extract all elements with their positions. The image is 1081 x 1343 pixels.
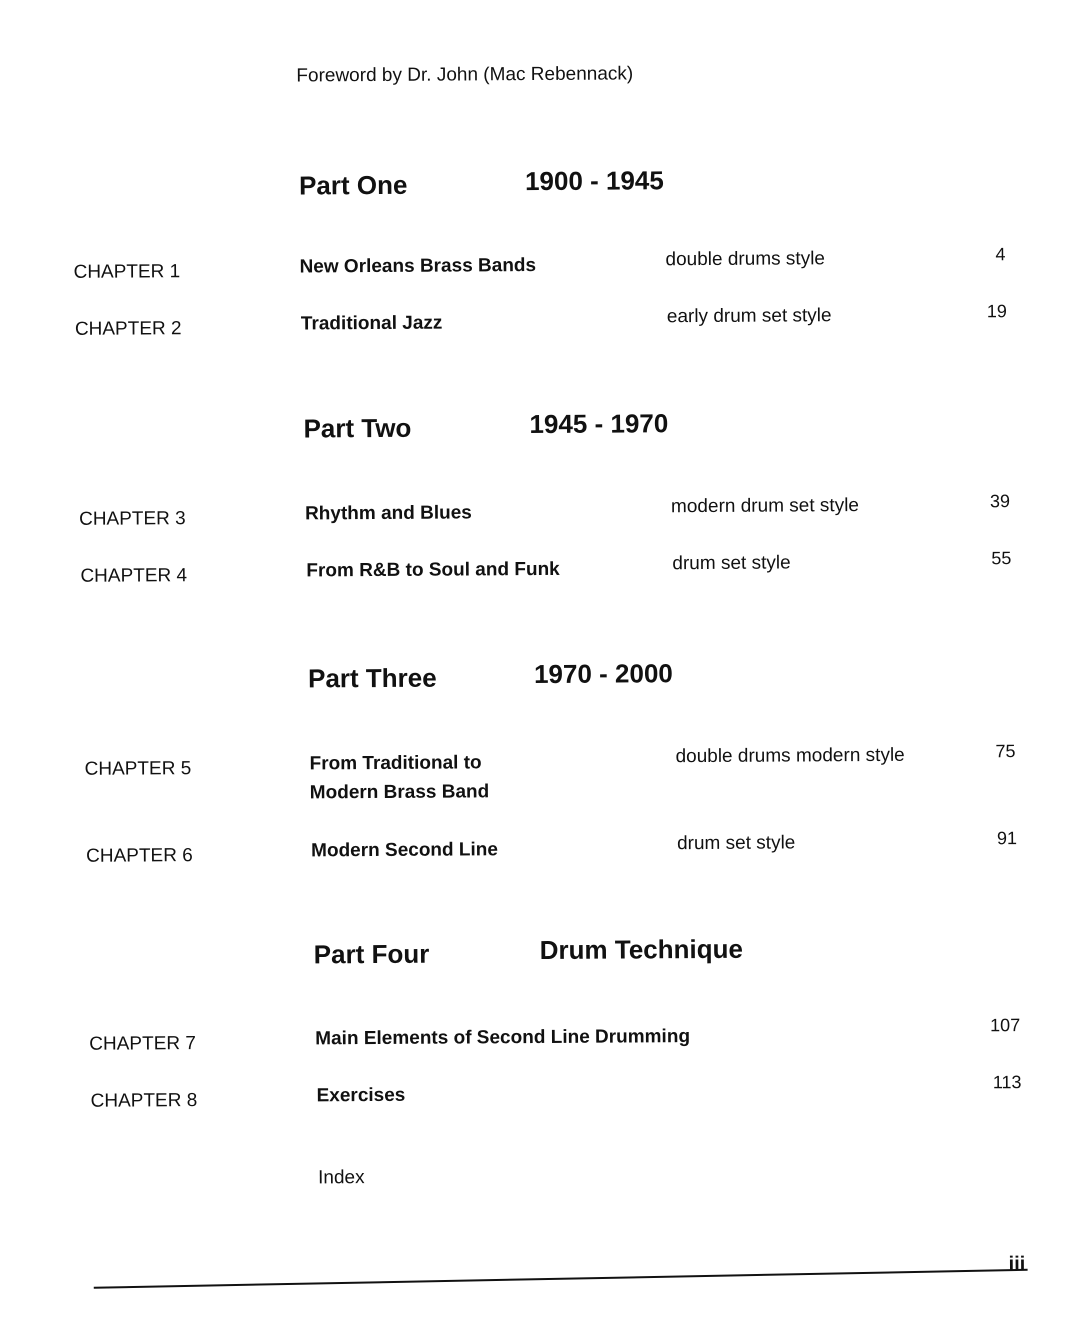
chapter-label: CHAPTER 4 xyxy=(80,565,188,587)
chapter-style: early drum set style xyxy=(666,305,832,328)
part-heading-one: Part One xyxy=(298,169,408,201)
footer-rule xyxy=(94,1269,1028,1289)
part-range-three: 1970 - 2000 xyxy=(533,658,673,690)
chapter-page-number: 39 xyxy=(989,491,1011,512)
chapter-title: Modern Second Line xyxy=(311,839,499,862)
part-heading-two: Part Two xyxy=(303,412,412,444)
chapter-label: CHAPTER 2 xyxy=(74,318,182,340)
chapter-page-number: 91 xyxy=(996,828,1018,849)
chapter-style: drum set style xyxy=(676,832,796,855)
chapter-style: double drums style xyxy=(665,248,826,271)
chapter-label: CHAPTER 3 xyxy=(79,508,186,530)
chapter-title: Exercises xyxy=(316,1084,406,1107)
chapter-title: Rhythm and Blues xyxy=(304,502,472,525)
chapter-title: New Orleans Brass Bands xyxy=(299,255,537,278)
chapter-page-number: 19 xyxy=(986,301,1007,322)
chapter-title: From Traditional to Modern Brass Band xyxy=(309,752,490,804)
chapter-title: Traditional Jazz xyxy=(300,312,443,335)
chapter-page-number: 113 xyxy=(992,1072,1022,1093)
chapter-label: CHAPTER 7 xyxy=(89,1033,196,1055)
chapter-style: modern drum set style xyxy=(670,495,860,518)
chapter-label: CHAPTER 6 xyxy=(86,845,193,867)
chapter-page-number: 75 xyxy=(995,741,1016,762)
chapter-page-number: 107 xyxy=(990,1015,1021,1036)
chapter-style: double drums modern style xyxy=(675,744,905,768)
chapter-page-number: 4 xyxy=(995,244,1006,265)
index-entry: Index xyxy=(318,1167,365,1189)
chapter-label: CHAPTER 1 xyxy=(73,261,181,283)
part-range-four: Drum Technique xyxy=(539,933,744,966)
chapter-title: From R&B to Soul and Funk xyxy=(306,558,560,582)
chapter-title: Main Elements of Second Line Drumming xyxy=(315,1026,691,1050)
part-range-one: 1900 - 1945 xyxy=(524,165,664,197)
part-heading-three: Part Three xyxy=(307,662,437,694)
foreword-entry: Foreword by Dr. John (Mac Rebennack) xyxy=(296,63,634,87)
chapter-label: CHAPTER 8 xyxy=(90,1090,198,1112)
chapter-label: CHAPTER 5 xyxy=(84,758,192,780)
chapter-style: drum set style xyxy=(672,552,791,575)
part-heading-four: Part Four xyxy=(313,938,430,970)
page-number-folio: iii xyxy=(1008,1253,1026,1276)
part-range-two: 1945 - 1970 xyxy=(529,408,669,440)
chapter-page-number: 55 xyxy=(991,548,1012,569)
